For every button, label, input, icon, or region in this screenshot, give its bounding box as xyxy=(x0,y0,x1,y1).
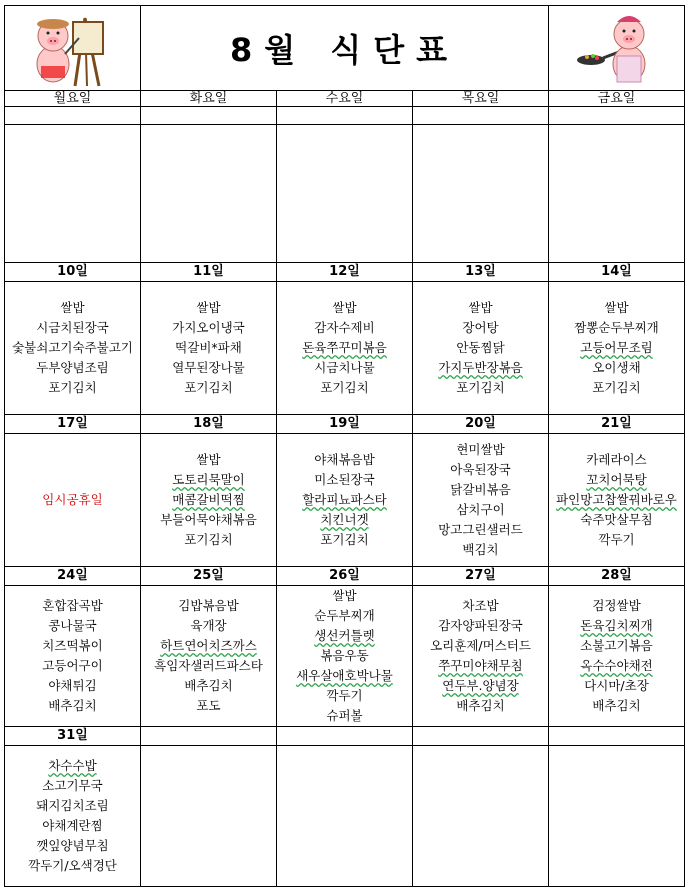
menu-item: 다시마/초장 xyxy=(584,678,649,693)
menu-cell xyxy=(413,434,549,567)
menu-item: 짬뽕순두부찌개 xyxy=(574,320,659,335)
weeks-body xyxy=(5,263,685,887)
date-cell xyxy=(141,727,277,746)
menu-item: 치킨너겟 xyxy=(320,512,369,527)
menu-item: 아욱된장국 xyxy=(450,462,511,477)
menu-row xyxy=(5,434,685,567)
menu-item: 김밥볶음밥 xyxy=(178,598,239,613)
menu-item: 깍두기 xyxy=(598,532,635,547)
menu-item: 쌀밥 xyxy=(196,452,221,467)
menu-item: 하트연어치즈까스 xyxy=(160,638,257,653)
mascot-painter-cell xyxy=(5,6,141,91)
page-title: 8월 식단표 xyxy=(229,31,460,69)
menu-cell xyxy=(141,586,277,727)
menu-item: 가지두반장볶음 xyxy=(438,360,523,375)
menu-row xyxy=(5,282,685,415)
date-row xyxy=(5,263,685,282)
menu-cell xyxy=(141,746,277,887)
menu-item: 연두부.양념장 xyxy=(442,678,519,693)
date-cell xyxy=(277,727,413,746)
menu-item: 열무된장나물 xyxy=(172,360,245,375)
menu-item: 쌀밥 xyxy=(196,300,221,315)
menu-item: 현미쌀밥 xyxy=(456,442,505,457)
menu-cell xyxy=(277,282,413,415)
menu-item: 볶음우동 xyxy=(320,648,369,663)
menu-item: 임시공휴일 xyxy=(42,492,103,507)
menu-item: 감자양파된장국 xyxy=(438,618,523,633)
menu-item: 소고기무국 xyxy=(42,778,103,793)
menu-item: 차수수밥 xyxy=(48,758,97,773)
menu-cell xyxy=(549,586,685,727)
menu-item: 닭갈비볶음 xyxy=(450,482,511,497)
date-cell xyxy=(413,727,549,746)
menu-item: 안동찜닭 xyxy=(456,340,505,355)
date-cell: 11일 xyxy=(141,263,277,282)
date-cell: 24일 xyxy=(5,567,141,586)
menu-item: 옥수수야채전 xyxy=(580,658,653,673)
menu-item: 쌀밥 xyxy=(332,588,357,603)
menu-cell xyxy=(5,586,141,727)
menu-item: 치즈떡볶이 xyxy=(42,638,103,653)
date-row xyxy=(5,415,685,434)
menu-item: 깻잎양념무침 xyxy=(36,838,109,853)
menu-cell xyxy=(5,746,141,887)
menu-item: 육개장 xyxy=(190,618,227,633)
menu-item: 배추김치 xyxy=(592,698,641,713)
date-cell: 13일 xyxy=(413,263,549,282)
menu-item: 흑임자샐러드파스타 xyxy=(154,658,263,673)
menu-item: 망고그린샐러드 xyxy=(438,522,523,537)
date-cell: 10일 xyxy=(5,263,141,282)
menu-item: 깍두기/오색경단 xyxy=(28,858,117,873)
menu-item: 가지오이냉국 xyxy=(172,320,245,335)
date-cell: 21일 xyxy=(549,415,685,434)
menu-item: 콩나물국 xyxy=(48,618,97,633)
menu-item: 검정쌀밥 xyxy=(592,598,641,613)
menu-item: 포기김치 xyxy=(184,532,233,547)
weekday-fri: 금요일 xyxy=(549,91,685,107)
menu-item: 도토리묵말이 xyxy=(172,472,245,487)
menu-item: 순두부찌개 xyxy=(314,608,375,623)
date-cell: 18일 xyxy=(141,415,277,434)
menu-item: 배추김치 xyxy=(456,698,505,713)
menu-item: 깍두기 xyxy=(326,688,363,703)
date-cell: 17일 xyxy=(5,415,141,434)
menu-item: 미소된장국 xyxy=(314,472,375,487)
menu-row xyxy=(5,746,685,887)
weekday-wed: 수요일 xyxy=(277,91,413,107)
weekday-mon: 월요일 xyxy=(5,91,141,107)
weekday-thu: 목요일 xyxy=(413,91,549,107)
menu-item: 숯불쇠고기숙주불고기 xyxy=(12,340,133,355)
menu-item: 백김치 xyxy=(462,542,499,557)
date-cell: 25일 xyxy=(141,567,277,586)
menu-item: 고등어구이 xyxy=(42,658,103,673)
menu-item: 슈퍼볼 xyxy=(326,708,363,723)
menu-item: 새우살애호박나물 xyxy=(296,668,393,683)
menu-item: 포기김치 xyxy=(456,380,505,395)
date-cell: 26일 xyxy=(277,567,413,586)
weekday-row xyxy=(5,91,685,107)
date-cell: 31일 xyxy=(5,727,141,746)
empty-date-row xyxy=(5,107,685,125)
menu-item: 포기김치 xyxy=(592,380,641,395)
menu-item: 쌀밥 xyxy=(468,300,493,315)
title-cell xyxy=(141,6,549,91)
menu-cell xyxy=(141,434,277,567)
date-cell: 20일 xyxy=(413,415,549,434)
menu-item: 소불고기볶음 xyxy=(580,638,653,653)
menu-item: 포도 xyxy=(196,698,221,713)
menu-item: 배추김치 xyxy=(48,698,97,713)
menu-item: 삼치구이 xyxy=(456,502,505,517)
date-cell: 27일 xyxy=(413,567,549,586)
menu-item: 돼지김치조림 xyxy=(36,798,109,813)
menu-item: 차조밥 xyxy=(462,598,499,613)
menu-item: 생선커틀렛 xyxy=(314,628,375,643)
menu-item: 감자수제비 xyxy=(314,320,375,335)
menu-row xyxy=(5,586,685,727)
menu-item: 야채계란찜 xyxy=(42,818,103,833)
date-row xyxy=(5,567,685,586)
menu-item: 카레라이스 xyxy=(586,452,647,467)
menu-cell xyxy=(277,434,413,567)
header-row xyxy=(5,6,685,91)
menu-item: 오리훈제/머스터드 xyxy=(430,638,531,653)
menu-item: 쌀밥 xyxy=(604,300,629,315)
menu-cell xyxy=(141,282,277,415)
menu-item: 쌀밥 xyxy=(332,300,357,315)
date-row xyxy=(5,727,685,746)
menu-item: 시금치된장국 xyxy=(36,320,109,335)
date-cell: 19일 xyxy=(277,415,413,434)
menu-item: 포기김치 xyxy=(320,532,369,547)
menu-item: 오이생채 xyxy=(592,360,641,375)
menu-cell xyxy=(413,586,549,727)
menu-item: 시금치나물 xyxy=(314,360,375,375)
menu-item: 포기김치 xyxy=(184,380,233,395)
menu-item: 포기김치 xyxy=(48,380,97,395)
menu-item: 야채튀김 xyxy=(48,678,97,693)
menu-cell xyxy=(413,746,549,887)
date-cell: 12일 xyxy=(277,263,413,282)
menu-item: 쭈꾸미야채무침 xyxy=(438,658,523,673)
menu-item: 할라피뇨파스타 xyxy=(302,492,387,507)
menu-item: 고등어무조림 xyxy=(580,340,653,355)
menu-item: 장어탕 xyxy=(462,320,499,335)
menu-cell xyxy=(413,282,549,415)
menu-cell xyxy=(5,434,141,567)
menu-item: 야채볶음밥 xyxy=(314,452,375,467)
menu-cell xyxy=(277,586,413,727)
menu-cell xyxy=(5,282,141,415)
menu-item: 파인망고찹쌀꿔바로우 xyxy=(556,492,677,507)
weekday-tue: 화요일 xyxy=(141,91,277,107)
menu-item: 떡갈비*파채 xyxy=(175,340,242,355)
menu-item: 돈육쭈꾸미볶음 xyxy=(302,340,387,355)
menu-item: 숙주맛살무침 xyxy=(580,512,653,527)
menu-item: 꼬치어묵탕 xyxy=(586,472,647,487)
menu-item: 부들어묵야채볶음 xyxy=(160,512,257,527)
menu-cell xyxy=(277,746,413,887)
pig-chef-icon xyxy=(567,8,667,88)
date-cell: 28일 xyxy=(549,567,685,586)
menu-cell xyxy=(549,746,685,887)
menu-item: 두부양념조림 xyxy=(36,360,109,375)
mascot-chef-cell xyxy=(549,6,685,91)
date-cell xyxy=(549,727,685,746)
menu-cell xyxy=(549,282,685,415)
menu-item: 배추김치 xyxy=(184,678,233,693)
menu-table xyxy=(4,5,685,887)
menu-item: 돈육김치찌개 xyxy=(580,618,653,633)
menu-item: 혼합잡곡밥 xyxy=(42,598,103,613)
empty-menu-row xyxy=(5,125,685,263)
pig-painter-icon xyxy=(23,8,123,88)
menu-cell xyxy=(549,434,685,567)
menu-item: 매콤갈비떡찜 xyxy=(172,492,245,507)
date-cell: 14일 xyxy=(549,263,685,282)
menu-item: 포기김치 xyxy=(320,380,369,395)
menu-item: 쌀밥 xyxy=(60,300,85,315)
